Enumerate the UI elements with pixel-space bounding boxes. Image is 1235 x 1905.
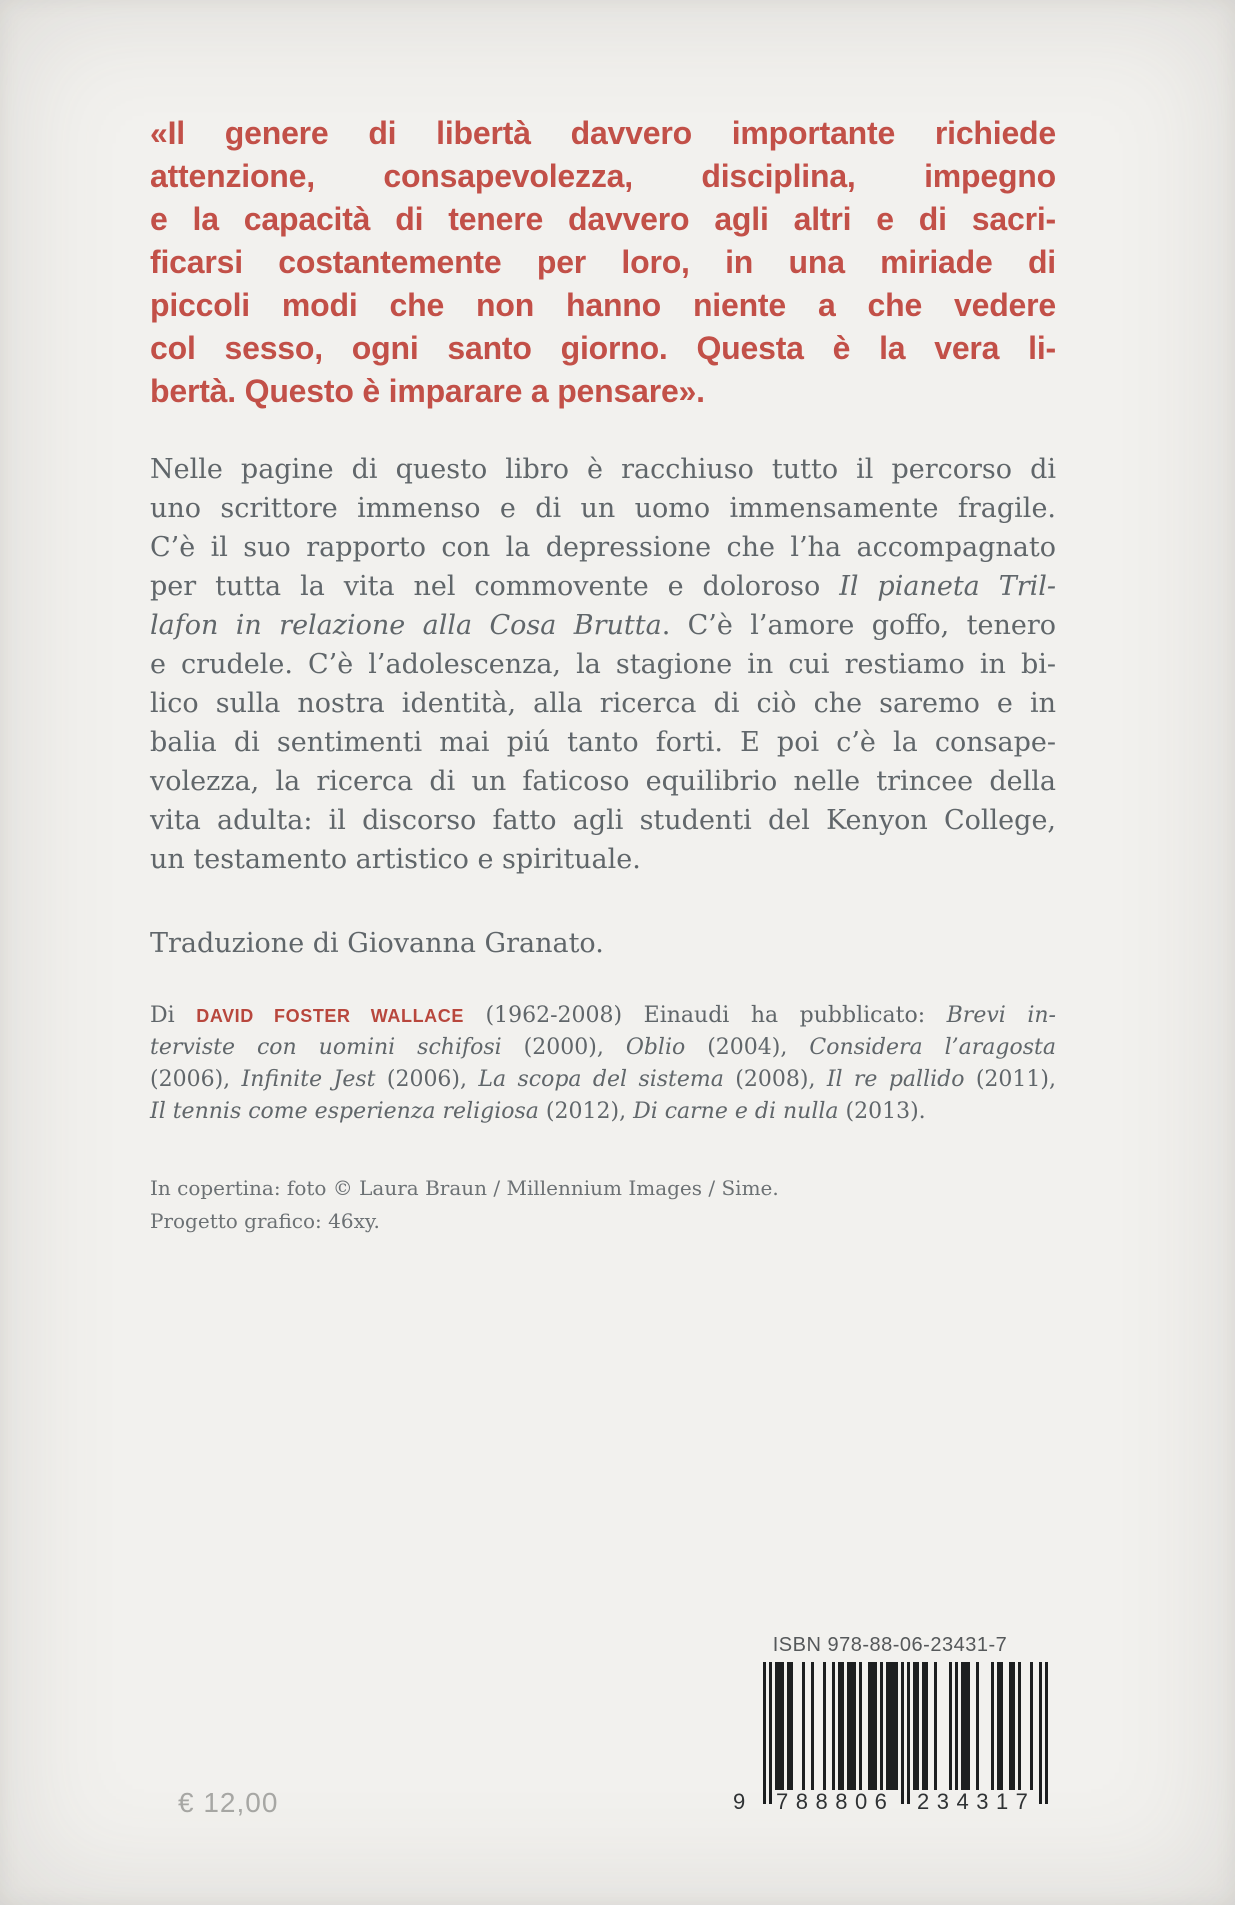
text-line: uno scrittore immenso e di un uomo immensamente fragile. [150,493,1056,524]
ean13-barcode-image [763,1662,1048,1806]
text-line: C’è il suo rapporto con la depressione che l’ha accompagnato [150,532,1056,563]
text-line: lico sulla nostra identità, alla ricerca di ciò che saremo e in [150,688,1056,719]
translation-credit: Traduzione di Giovanna Granato. [150,928,604,959]
text-line: e crudele. C’è l’adolescenza, la stagione in cui restiamo in bi- [150,649,1056,680]
price-label: € 12,00 [178,1787,279,1818]
text-line: (2006), Infinite Jest (2006), La scopa del sistema (2008), Il re pallido (2011), [150,1067,1056,1092]
text-line: lafon in relazione alla Cosa Brutta. C’è l’amore goffo, tenero [150,610,1056,641]
text-line: e la capacità di tenere davvero agli altri e di sacri- [150,201,1056,237]
text-line: vita adulta: il discorso fatto agli studenti del Kenyon College, [150,805,1056,836]
cover-photo-credit: In copertina: foto © Laura Braun / Millennium Images / Sime. [150,1176,779,1200]
isbn-label: ISBN 978-88-06-23431-7 [772,1634,1008,1656]
cover-quote [150,112,1056,413]
text-line: terviste con uomini schifosi (2000), Oblio (2004), Considera l’aragosta [150,1035,1056,1060]
text-line: Il tennis come esperienza religiosa (2012), Di carne e di nulla (2013). [150,1099,926,1124]
text-line: attenzione, consapevolezza, disciplina, impegno [150,158,1056,194]
text-line: bertà. Questo è imparare a pensare». [150,373,705,409]
text-line: Di DAVID FOSTER WALLACE (1962-2008) Einaudi ha pubblicato: Brevi in- [150,1003,1056,1028]
text-line: un testamento artistico e spirituale. [150,844,641,875]
text-line: Nelle pagine di questo libro è racchiuso tutto il percorso di [150,454,1056,485]
text-line: per tutta la vita nel commovente e doloroso Il pianeta Tril- [150,571,1057,602]
barcode-digits-left: 788806 [776,1789,895,1814]
text-line: volezza, la ricerca di un faticoso equilibrio nelle trincee della [150,766,1056,797]
text-line: ficarsi costantemente per loro, in una miriade di [150,244,1056,280]
barcode-digit-first: 9 [733,1789,746,1814]
book-description [150,450,1056,879]
author-bibliography [150,1000,1056,1128]
barcode-digits-right: 234317 [917,1789,1036,1814]
credits-block [150,1172,1056,1238]
graphic-design-credit: Progetto grafico: 46xy. [150,1209,380,1233]
text-line: balia di sentimenti mai piú tanto forti. E poi c’è la consape- [150,727,1056,758]
text-line: col sesso, ogni santo giorno. Questa è la vera li- [150,330,1056,366]
text-line: piccoli modi che non hanno niente a che vedere [150,287,1056,323]
text-line: «Il genere di libertà davvero importante richiede [150,115,1056,151]
